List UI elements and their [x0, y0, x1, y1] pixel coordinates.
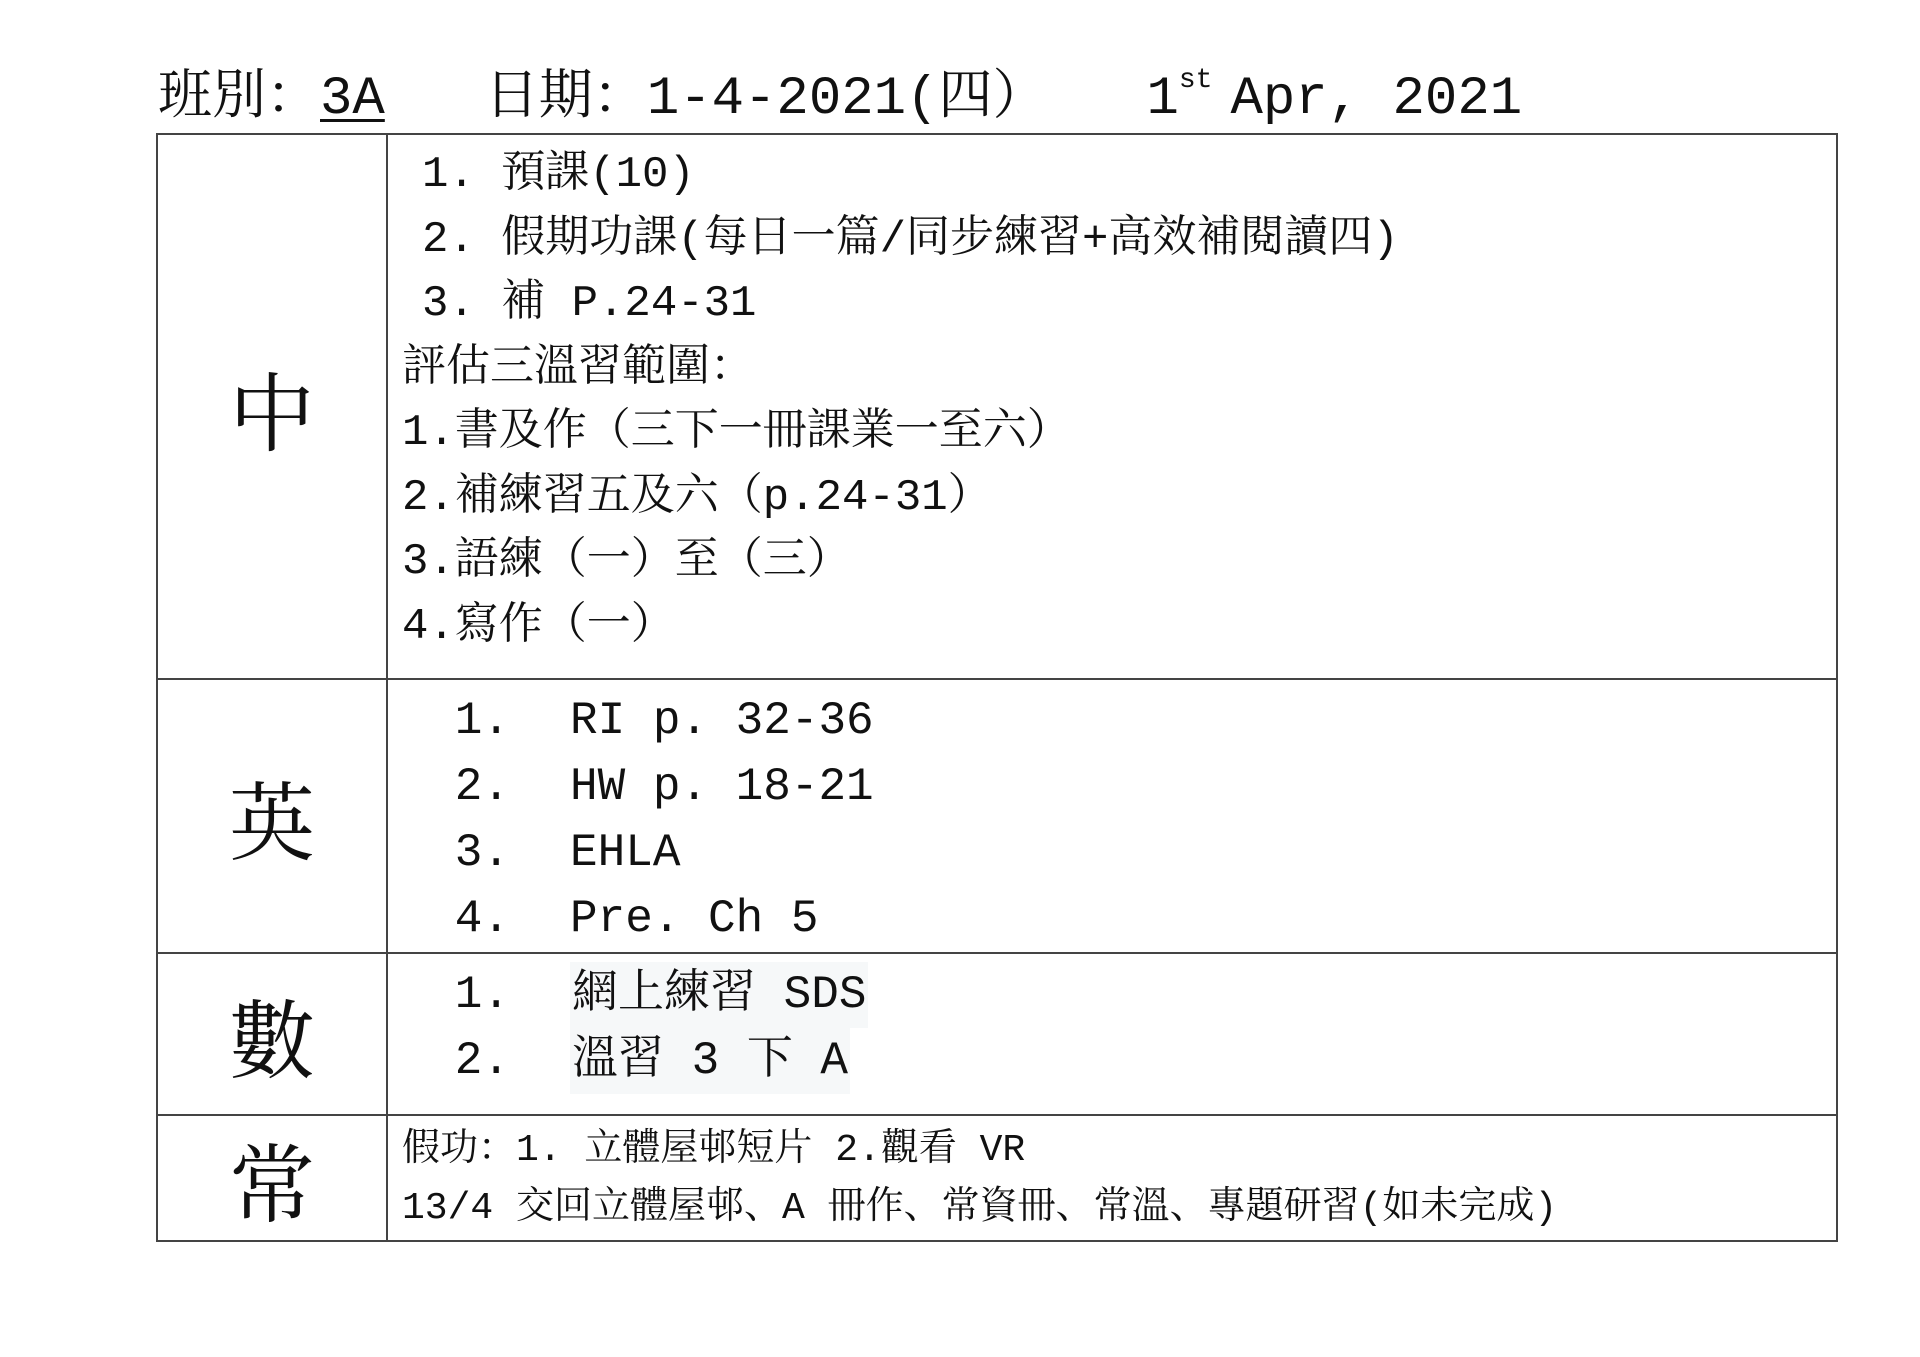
- subject-label-math: 數: [157, 953, 387, 1115]
- general-line: 假功：1. 立體屋邨短片 2.觀看 VR: [402, 1129, 1026, 1172]
- item-number: 2.: [454, 1035, 510, 1087]
- subject-label-english: 英: [157, 679, 387, 953]
- content-english: [387, 679, 1837, 953]
- subject-label-chinese: 中: [157, 134, 387, 679]
- chinese-line: 2.補練習五及六（p.24-31）: [402, 472, 992, 523]
- list-item: [388, 886, 1836, 952]
- date-block: [485, 52, 1047, 130]
- chinese-line: 1.書及作（三下一冊課業一至六）: [402, 408, 1071, 458]
- general-line: 13/4 交回立體屋邨、A 冊作、常資冊、常溫、專題研習(如未完成): [402, 1187, 1558, 1230]
- list-item: [388, 754, 1836, 820]
- english-date-suffix: st: [1178, 65, 1213, 96]
- row-chinese: [157, 134, 1837, 679]
- item-number: 2.: [454, 761, 510, 813]
- list-item: [388, 820, 1836, 886]
- item-number: 1.: [454, 969, 510, 1021]
- english-date: [1146, 65, 1523, 130]
- content-general-studies: [387, 1115, 1837, 1241]
- item-number: 1.: [454, 695, 510, 747]
- item-number: 4.: [454, 893, 510, 945]
- item-text: RI p. 32-36: [570, 695, 874, 747]
- list-item: [388, 1028, 1836, 1094]
- row-english: [157, 679, 1837, 953]
- row-math: [157, 953, 1837, 1115]
- item-text: 溫習 3 下 A: [570, 1028, 850, 1094]
- row-general-studies: [157, 1115, 1837, 1241]
- class-label: 班別：: [158, 69, 320, 130]
- list-item: [388, 688, 1836, 754]
- item-text: HW p. 18-21: [570, 761, 874, 813]
- item-text: Pre. Ch 5: [570, 893, 819, 945]
- content-math: [387, 953, 1837, 1115]
- item-number: 3.: [454, 827, 510, 879]
- content-chinese: [387, 134, 1837, 679]
- chinese-line: 3. 補 P.24-31: [422, 279, 757, 329]
- list-item: [388, 962, 1836, 1028]
- chinese-line: 4.寫作（一）: [402, 601, 675, 652]
- item-text: EHLA: [570, 827, 681, 879]
- date-value: 1-4-2021(四）: [646, 69, 1047, 130]
- chinese-line: 2. 假期功課(每日一篇/同步練習+高效補閱讀四): [422, 214, 1399, 265]
- chinese-line: 評估三溫習範圍：: [402, 343, 754, 394]
- chinese-line: 3.語練（一）至（三）: [402, 537, 851, 587]
- header: [158, 52, 1522, 132]
- chinese-line: 1. 預課(10): [422, 150, 695, 200]
- class-value: 3A: [320, 69, 385, 130]
- subject-label-general-studies: 常: [157, 1115, 387, 1241]
- item-text: 網上練習 SDS: [570, 962, 868, 1028]
- date-label: 日期：: [484, 69, 647, 130]
- english-date-rest: Apr, 2021: [1230, 69, 1523, 130]
- homework-table: [156, 133, 1838, 1242]
- english-date-day: 1: [1146, 69, 1179, 130]
